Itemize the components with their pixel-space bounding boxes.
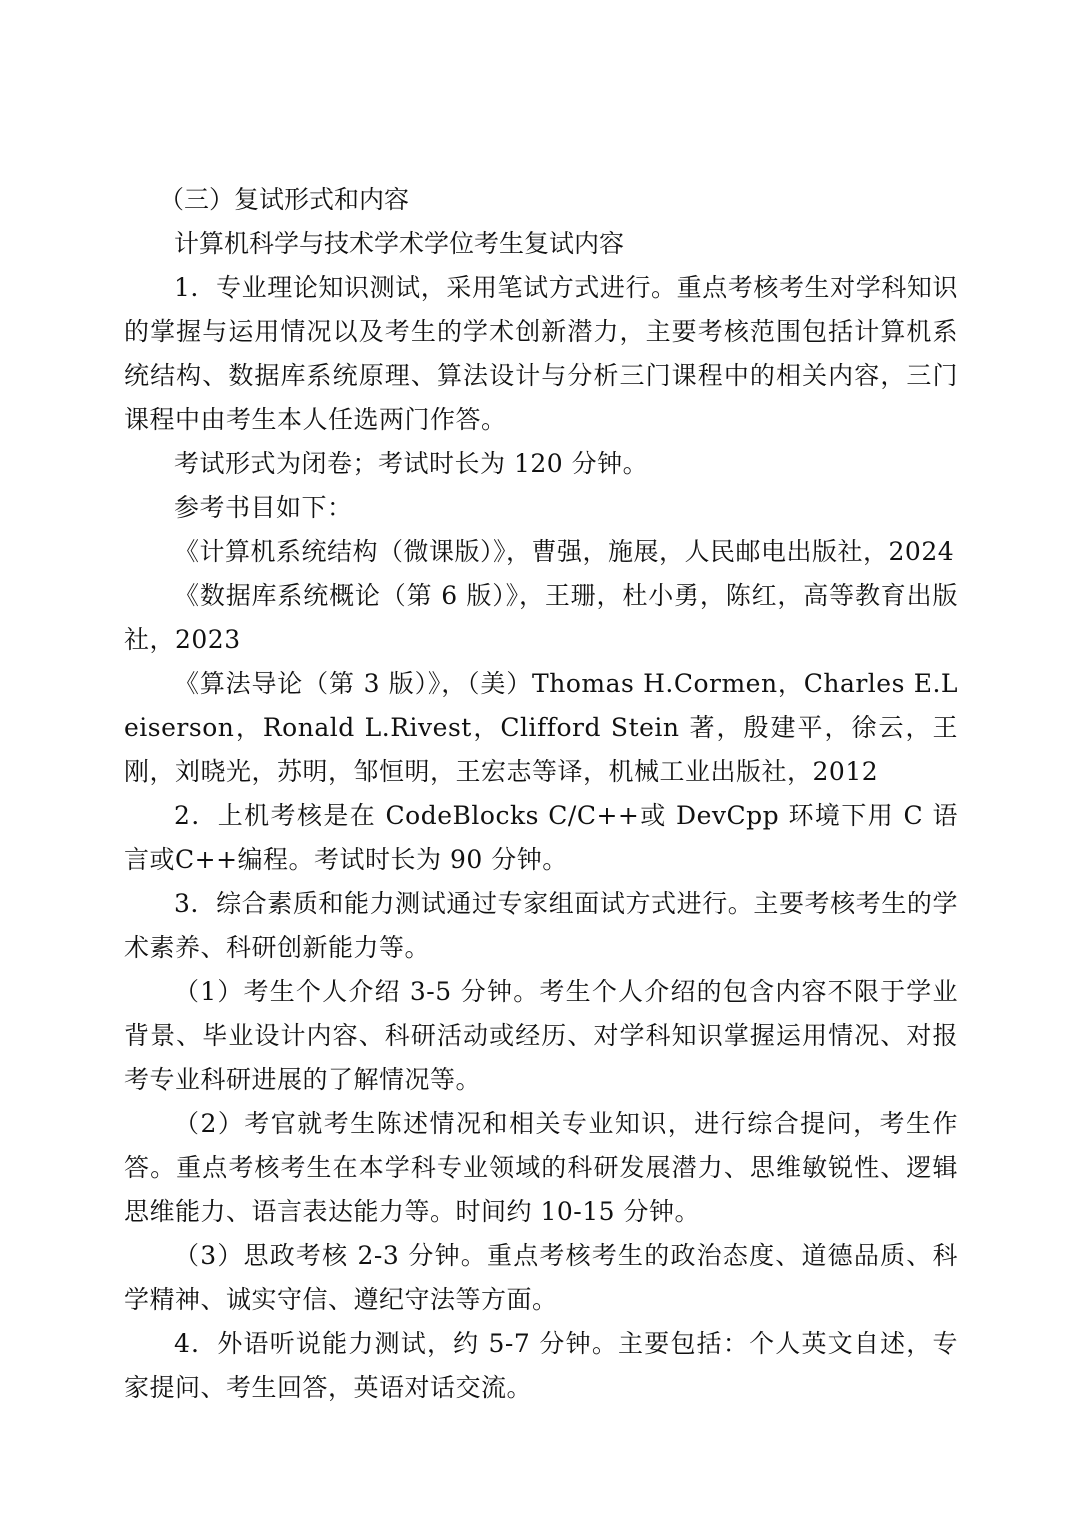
section-subheading: 计算机科学与技术学术学位考生复试内容 — [174, 229, 625, 258]
paragraph-language-test: 4．外语听说能力测试，约 5-7 分钟。主要包括：个人英文自述，专家提问、考生回答，英语对话交流。 — [124, 1329, 958, 1402]
reference-book-algorithms: 《算法导论（第 3 版）》，（美）Thomas H.Cormen，Charles E.Leiserson，Ronald L.Rivest，Clifford Stein 著，殷建平，徐云，王刚，刘晓光，苏明，邹恒明，王宏志等译，机械工业出版社，2012 — [124, 669, 958, 786]
paragraph-reference-intro: 参考书目如下： — [174, 493, 353, 522]
paragraph-interview-item-1: （1）考生个人介绍 3-5 分钟。考生个人介绍的包含内容不限于学业背景、毕业设计内容、科研活动或经历、对学科知识掌握运用情况、对报考专业科研进展的了解情况等。 — [124, 977, 958, 1094]
paragraph-interview: 3．综合素质和能力测试通过专家组面试方式进行。主要考核考生的学术素养、科研创新能力等。 — [124, 889, 958, 962]
reference-book-database: 《数据库系统概论（第 6 版）》，王珊，杜小勇，陈红，高等教育出版社，2023 — [124, 581, 958, 654]
paragraph-exam-format: 考试形式为闭卷；考试时长为 120 分钟。 — [174, 449, 649, 478]
paragraph-interview-item-3: （3）思政考核 2-3 分钟。重点考核考生的政治态度、道德品质、科学精神、诚实守信、遵纪守法等方面。 — [124, 1241, 958, 1314]
reference-book-architecture: 《计算机系统结构（微课版）》，曹强，施展，人民邮电出版社，2024 — [174, 537, 955, 566]
section-heading: （三）复试形式和内容 — [159, 185, 410, 214]
paragraph-interview-item-2: （2）考官就考生陈述情况和相关专业知识，进行综合提问，考生作答。重点考核考生在本学科专业领域的科研发展潜力、思维敏锐性、逻辑思维能力、语言表达能力等。时间约 10-15 分钟。 — [124, 1109, 958, 1226]
document-page — [124, 178, 958, 1410]
paragraph-theory-test: 1．专业理论知识测试，采用笔试方式进行。重点考核考生对学科知识的掌握与运用情况以及考生的学术创新潜力，主要考核范围包括计算机系统结构、数据库系统原理、算法设计与分析三门课程中的相关内容，三门课程中由考生本人任选两门作答。 — [124, 273, 958, 434]
paragraph-programming-test: 2．上机考核是在 CodeBlocks C/C++或 DevCpp 环境下用 C 语言或C++编程。考试时长为 90 分钟。 — [124, 801, 958, 874]
